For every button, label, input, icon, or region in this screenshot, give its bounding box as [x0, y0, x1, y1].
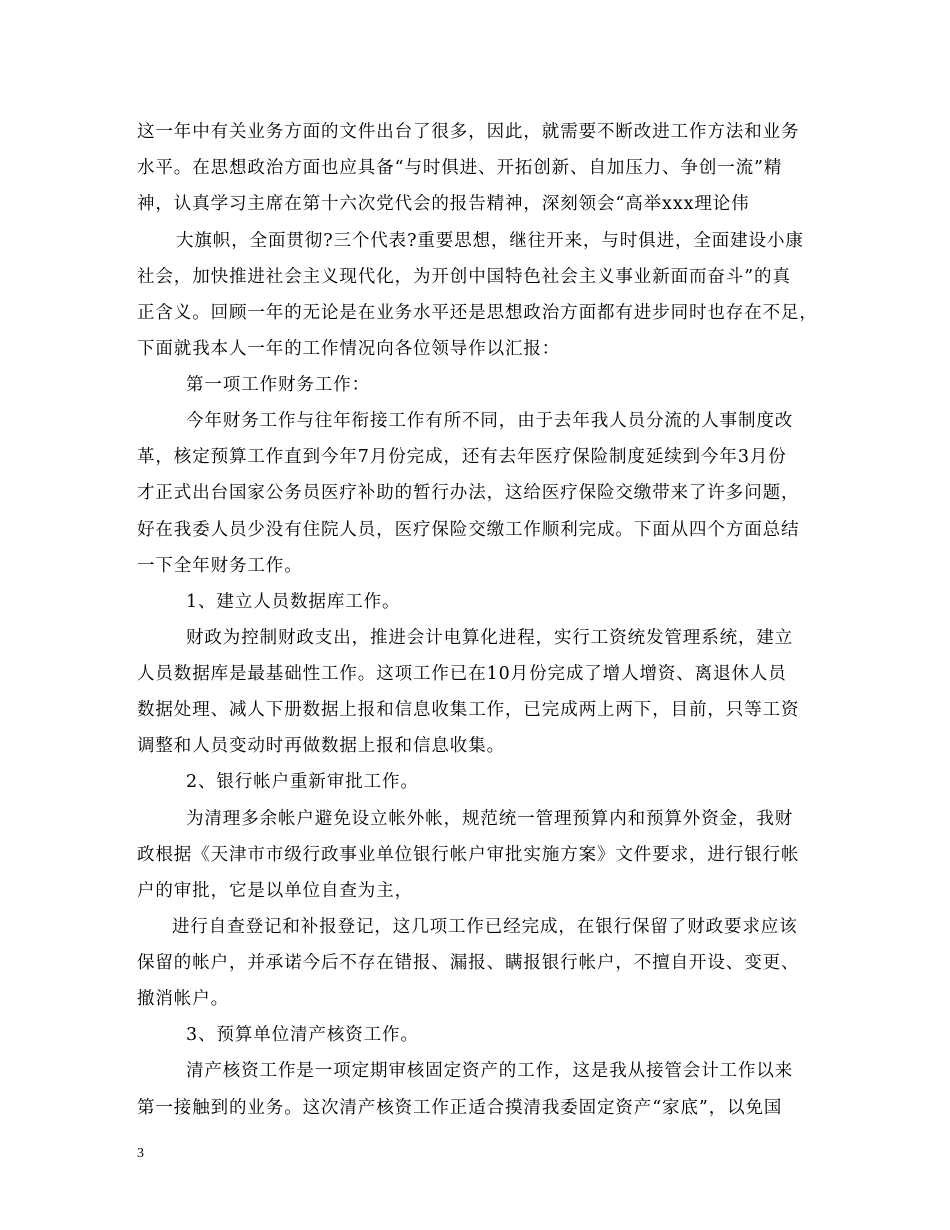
text-line: 下面就我本人一年的工作情况向各位领导作以汇报： [137, 339, 561, 359]
text-line: 第一接触到的业务。这次清产核资工作正适合摸清我委固定资产“家底”，以免国 [137, 1098, 783, 1118]
section-heading: 1、建立人员数据库工作。 [186, 592, 401, 612]
text-line: 一下全年财务工作。 [137, 556, 303, 576]
text-line: 调整和人员变动时再做数据上报和信息收集。 [137, 736, 505, 756]
text-line: 保留的帐户，并承诺今后不存在错报、漏报、瞒报银行帐户，不擅自开设、变更、 [137, 953, 800, 973]
text-line: 为清理多余帐户避免设立帐外帐，规范统一管理预算内和预算外资金，我财 [186, 809, 794, 829]
text-line: 今年财务工作与往年衔接工作有所不同，由于去年我人员分流的人事制度改 [186, 411, 794, 431]
text-line: 进行自查登记和补报登记，这几项工作已经完成，在银行保留了财政要求应该 [172, 917, 798, 937]
section-heading: 第一项工作财务工作： [186, 375, 370, 395]
text-line: 水平。在思想政治方面也应具备“与时俱进、开拓创新、自加压力、争创一流”精 [137, 158, 783, 178]
text-line: 财政为控制财政支出，推进会计电算化进程，实行工资统发管理系统，建立 [186, 628, 794, 648]
text-line: 好在我委人员少没有住院人员，医疗保险交缴工作顺利完成。下面从四个方面总结 [137, 520, 800, 540]
text-line: 社会，加快推进社会主义现代化，为开创中国特色社会主义事业新面而奋斗”的真 [137, 267, 791, 287]
text-line: 人员数据库是最基础性工作。这项工作已在10月份完成了增人增资、离退休人员 [137, 664, 787, 684]
page-number: 3 [137, 1146, 144, 1161]
text-line: 神，认真学习主席在第十六次党代会的报告精神，深刻领会“高举xxx理论伟 [137, 194, 750, 214]
text-line: 革，核定预算工作直到今年7月份完成，还有去年医疗保险制度延续到今年3月份 [137, 447, 787, 467]
text-line: 这一年中有关业务方面的文件出台了很多，因此，就需要不断改进工作方法和业务 [137, 122, 800, 142]
text-line: 清产核资工作是一项定期审核固定资产的工作，这是我从接管会计工作以来 [186, 1061, 794, 1081]
section-heading: 3、预算单位清产核资工作。 [186, 1025, 419, 1045]
text-line: 才正式出台国家公务员医疗补助的暂行办法，这给医疗保险交缴带来了许多问题， [137, 483, 800, 503]
text-line: 户的审批，它是以单位自查为主， [137, 881, 413, 901]
text-line: 数据处理、减人下册数据上报和信息收集工作，已完成两上两下，目前，只等工资 [137, 700, 800, 720]
text-line: 正含义。回顾一年的无论是在业务水平还是思想政治方面都有进步同时也存在不足， [137, 303, 818, 323]
text-line: 政根据《天津市市级行政事业单位银行帐户审批实施方案》文件要求，进行银行帐 [137, 845, 800, 865]
section-heading: 2、银行帐户重新审批工作。 [186, 772, 419, 792]
text-line: 撤消帐户。 [137, 989, 229, 1009]
text-line: 大旗帜，全面贯彻?三个代表?重要思想，继往开来，与时俱进，全面建设小康 [176, 231, 804, 251]
